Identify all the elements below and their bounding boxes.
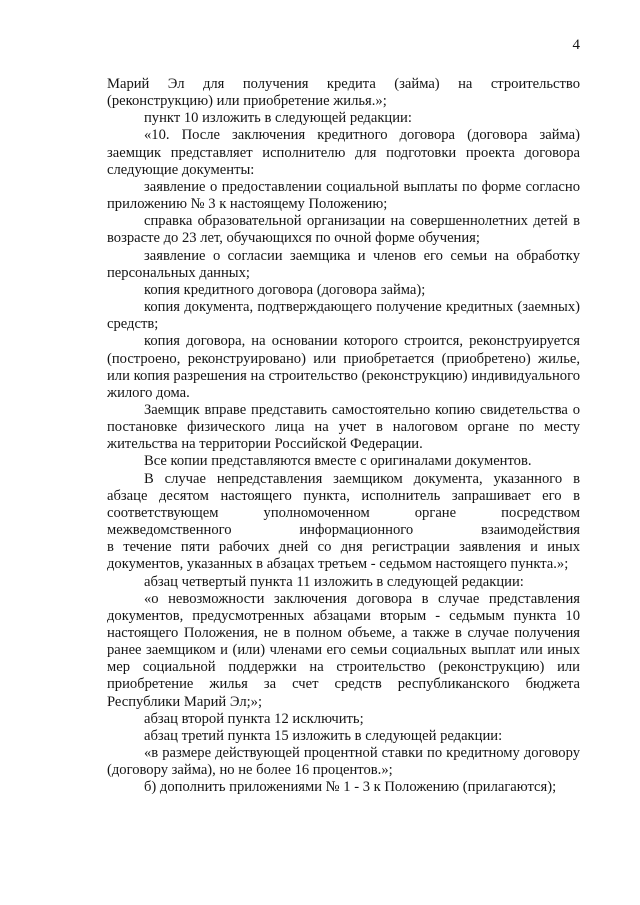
- paragraph: копия договора, на основании которого строится, реконструируется (построено, реконструировано) или приобретается (приобретено) жилье, или копия разрешения на строительство (реконструкцию) индивидуального жилого дома.: [107, 333, 580, 401]
- paragraph: заявление о предоставлении социальной выплаты по форме согласно приложению № 3 к настоящему Положению;: [107, 178, 580, 213]
- document-body: [107, 76, 580, 797]
- paragraph: Заемщик вправе представить самостоятельно копию свидетельства о постановке физического лица на учет в налоговом органе по месту жительства на территории Российской Федерации.: [107, 401, 580, 453]
- paragraph: в течение пяти рабочих дней со дня регистрации заявления и иных документов, указанных в абзацах третьем - седьмом настоящего пункта.»;: [107, 539, 580, 573]
- paragraph: пункт 10 изложить в следующей редакции:: [144, 110, 412, 127]
- paragraph: «о невозможности заключения договора в случае представления документов, предусмотренных абзацами вторым - седьмым пункта 10 настоящего Положения, не в полном объеме, а также в случае получения ранее заемщиком и (или) членами его семьи социальных выплат или иных мер социальной поддержки на строительство (реконструкцию) или приобретение жилья за счет средств республиканского бюджета Республики Марий Эл;»;: [107, 590, 580, 710]
- paragraph: абзац второй пункта 12 исключить;: [144, 710, 364, 727]
- paragraph: абзац четвертый пункта 11 изложить в следующей редакции:: [144, 573, 524, 590]
- paragraph: копия кредитного договора (договора займа);: [144, 281, 426, 298]
- paragraph: копия документа, подтверждающего получение кредитных (заемных) средств;: [107, 299, 580, 333]
- paragraph: «в размере действующей процентной ставки по кредитному договору (договору займа), но не более 16 процентов.»;: [107, 745, 580, 779]
- paragraph: заявление о согласии заемщика и членов его семьи на обработку персональных данных;: [107, 247, 580, 281]
- paragraph: абзац третий пункта 15 изложить в следующей редакции:: [144, 727, 503, 744]
- paragraph: В случае непредставления заемщиком документа, указанного в абзаце десятом настоящего пункта, исполнитель запрашивает его в соответствующем уполномоченном органе посредством межведомственного информационного взаимодействия: [107, 470, 580, 539]
- paragraph: б) дополнить приложениями № 1 - 3 к Положению (прилагаются);: [144, 779, 557, 796]
- paragraph: справка образовательной организации на совершеннолетних детей в возрасте до 23 лет, обучающихся по очной форме обучения;: [107, 213, 580, 247]
- paragraph: Марий Эл для получения кредита (займа) на строительство (реконструкцию) или приобретение жилья.»;: [107, 76, 580, 110]
- page-number: 4: [572, 37, 580, 53]
- paragraph: «10. После заключения кредитного договора (договора займа) заемщик представляет исполнителю для подготовки проекта договора следующие документы:: [107, 127, 580, 178]
- paragraph: Все копии представляются вместе с оригиналами документов.: [144, 453, 532, 470]
